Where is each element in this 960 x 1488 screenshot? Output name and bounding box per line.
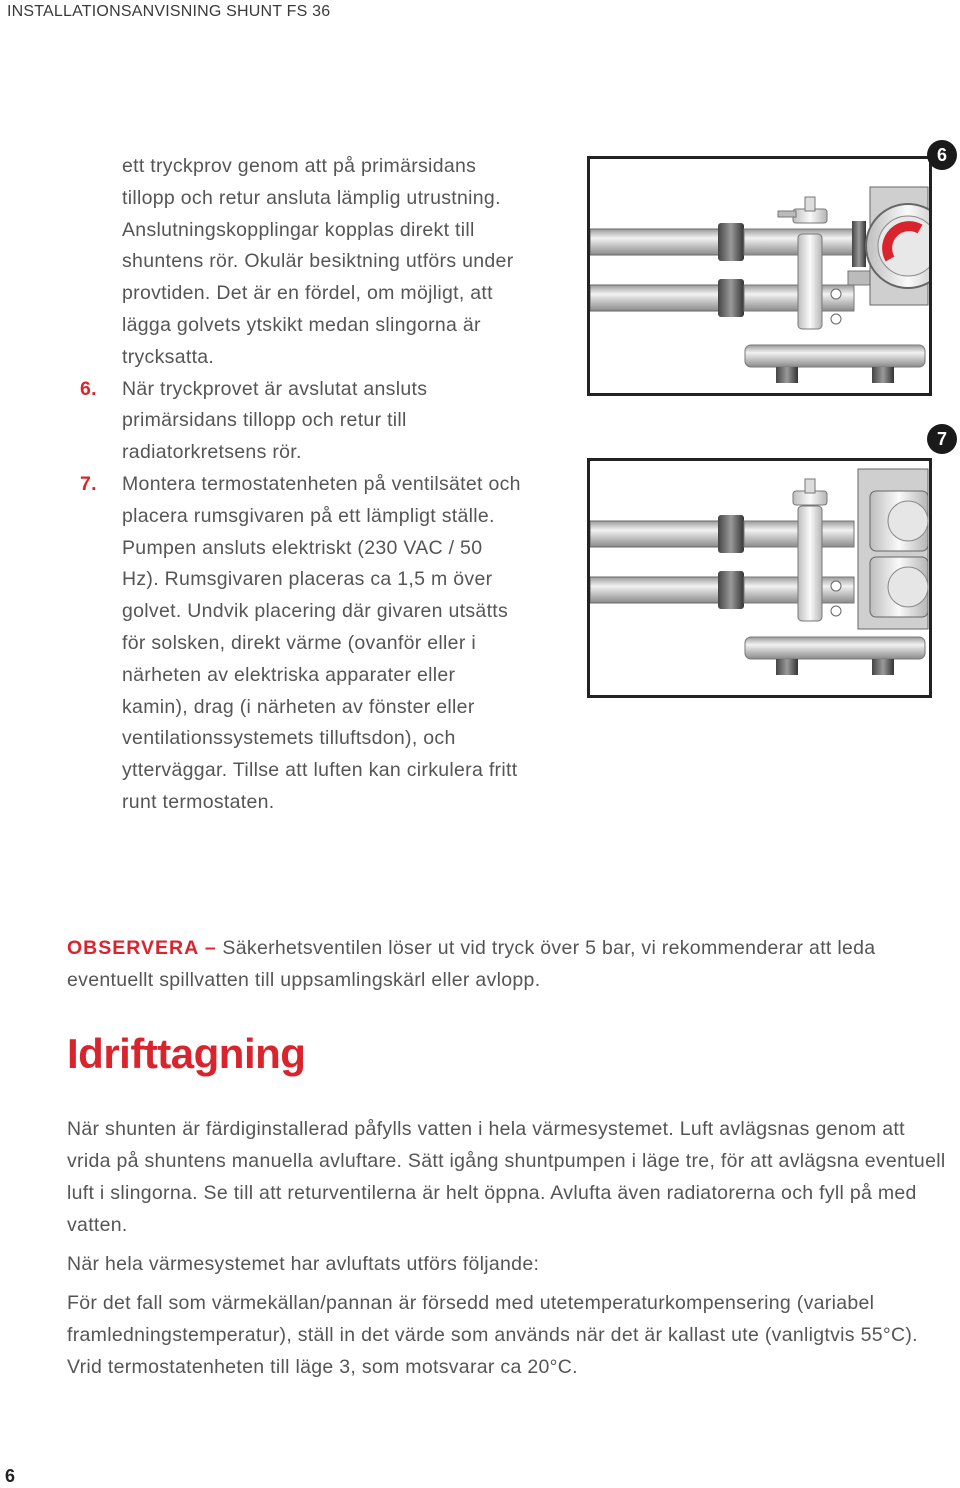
paragraph: När hela värmesystemet har avluftats utförs följande: — [67, 1253, 540, 1275]
step-text: Montera termostatenheten på ventilsätet och placera rumsgivaren på ett lämpligt ställe. Pumpen ansluts elektriskt (230 VAC / 50 Hz). Rumsgivaren placeras ca 1,5 m över golvet. Undvik placering där givaren utsätts för solsken, direkt värme (ovanför eller i närheten av elektriska apparater eller kamin), drag (i närheten av fönster eller ventilationssystemets tilluftsdon), och ytterväggar. Tillse att luften kan cirkulera fritt runt termostaten. — [122, 472, 521, 813]
section-heading: Idrifttagning — [67, 1030, 306, 1077]
instruction-column — [80, 151, 522, 819]
figure-6-badge: 6 — [927, 140, 957, 170]
observera-note — [67, 932, 947, 996]
note-text: Säkerhetsventilen löser ut vid tryck över 5 bar, vi rekommenderar att leda eventuellt spillvatten till uppsamlingskärl eller avlopp. — [67, 937, 876, 991]
running-header: INSTALLATIONSANVISNING SHUNT FS 36 — [7, 3, 331, 20]
page-number: 6 — [5, 1466, 16, 1486]
shunt-drawing — [590, 159, 929, 393]
figure-6-shunt-illustration — [587, 156, 932, 396]
shunt-drawing — [590, 461, 929, 695]
step-text: När tryckprovet är avslutat ansluts primärsidans tillopp och retur till radiatorkretsens rör. — [122, 377, 428, 464]
figure-7-shunt-illustration — [587, 458, 932, 698]
step-number: 7. — [80, 472, 97, 495]
figure-7-badge: 7 — [927, 424, 957, 454]
paragraph: När shunten är färdiginstallerad påfylls vatten i hela värmesystemet. Luft avlägsnas genom att vrida på shuntens manuella avluftare. Sätt igång shuntpumpen i läge tre, för att avlägsna eventuell luft i slingorna. Se till att returventilerna är helt öppna. Avlufta även radiatorerna och fyll på med vatten. — [67, 1118, 946, 1236]
section-body — [67, 1113, 947, 1390]
step-6 — [80, 374, 522, 469]
note-label: OBSERVERA – — [67, 937, 217, 959]
paragraph: För det fall som värmekällan/pannan är försedd med utetemperaturkompensering (variabel framledningstemperatur), ställ in det värde som används när det är kallast ute (vanligtvis 55°C). Vrid termostatenheten till läge 3, som motsvarar ca 20°C. — [67, 1292, 918, 1378]
step-number: 6. — [80, 377, 97, 400]
intro-paragraph: ett tryckprov genom att på primärsidans tillopp och retur ansluta lämplig utrustning. Anslutningskopplingar kopplas direkt till shuntens rör. Okulär besiktning utförs under provtiden. Det är en fördel, om möjligt, att lägga golvets ytskikt medan slingorna är trycksatta. — [122, 155, 514, 368]
step-7 — [80, 469, 522, 819]
